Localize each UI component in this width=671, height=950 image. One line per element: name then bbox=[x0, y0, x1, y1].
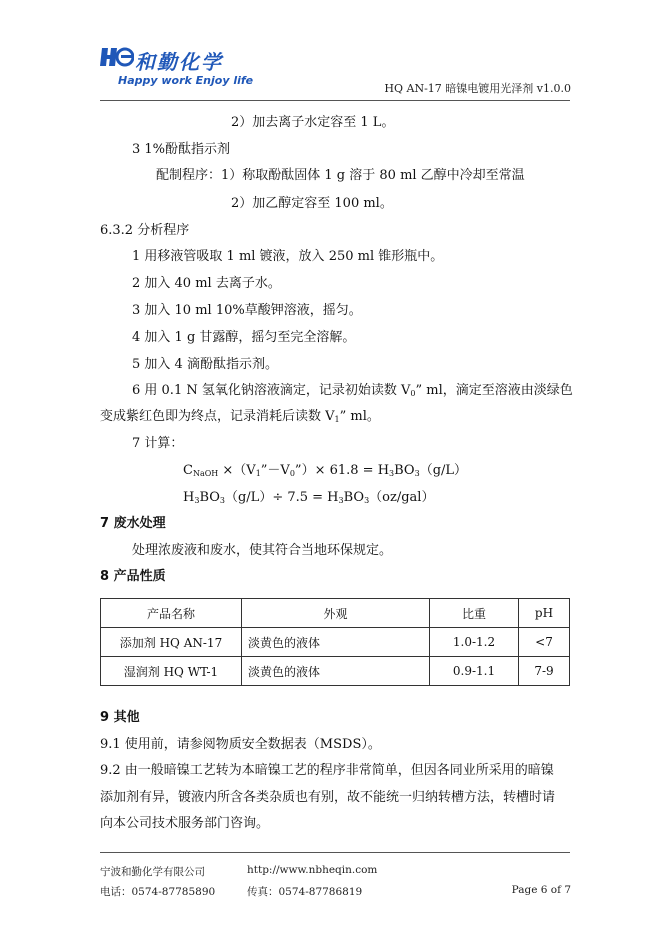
table-header-cell: 比重 bbox=[430, 599, 519, 628]
table-header-cell: 产品名称 bbox=[101, 599, 242, 628]
table-header-row bbox=[101, 599, 570, 628]
step-item: 2 加入 40 ml 去离子水。 bbox=[132, 276, 281, 291]
table-row bbox=[101, 657, 570, 686]
footer-divider bbox=[100, 852, 570, 853]
footer-phone: 电话：0574-87785890 bbox=[100, 886, 216, 898]
footer-company: 宁波和勤化学有限公司 bbox=[100, 866, 205, 878]
body-line: 2）加乙醇定容至 100 ml。 bbox=[231, 196, 393, 211]
body-line: 配制程序：1）称取酚酞固体 1 g 溶于 80 ml 乙醇中冷却至常温 bbox=[156, 168, 525, 183]
table-cell: 1.0-1.2 bbox=[430, 628, 519, 657]
table-cell: <7 bbox=[519, 628, 570, 657]
table-cell: 7-9 bbox=[519, 657, 570, 686]
table-cell: 淡黄色的液体 bbox=[242, 657, 430, 686]
body-line: 9.1 使用前，请参阅物质安全数据表（MSDS）。 bbox=[100, 737, 381, 752]
section-heading: 8 产品性质 bbox=[100, 569, 166, 584]
body-line: 添加剂有异，镀液内所含各类杂质也有别，故不能统一归纳转槽方法，转槽时请 bbox=[100, 790, 556, 805]
header-divider bbox=[100, 100, 570, 101]
step-item: 1 用移液管吸取 1 ml 镀液，放入 250 ml 锥形瓶中。 bbox=[132, 249, 444, 264]
step-item: 4 加入 1 g 甘露醇，摇匀至完全溶解。 bbox=[132, 330, 356, 345]
formula-line: $H_3BO_3(g/L)\div 7.5 = H_3BO_3(oz/gal)$ bbox=[183, 490, 435, 505]
body-line: 向本公司技术服务部门咨询。 bbox=[100, 816, 270, 831]
table-header-cell: pH bbox=[519, 599, 570, 628]
body-line: 处理浓废液和废水，使其符合当地环保规定。 bbox=[132, 543, 393, 558]
section-heading: 9 其他 bbox=[100, 710, 140, 725]
formula-line: $C_{NaOH}$ $\times(V_1”-V_0”)\times 61.8 = H_3BO_3(g/L)$ bbox=[183, 463, 468, 478]
brand-name: 和勤化学 bbox=[135, 50, 223, 74]
hqe-logo-icon bbox=[100, 46, 134, 68]
footer-fax: 传真：0574-87786819 bbox=[247, 886, 363, 898]
product-properties-table bbox=[100, 598, 570, 686]
table-cell: 添加剂 HQ AN-17 bbox=[101, 628, 242, 657]
body-line: 3 1%酚酞指示剂 bbox=[132, 142, 231, 157]
step-item: 7 计算： bbox=[132, 436, 184, 451]
body-line: 9.2 由一般暗镍工艺转为本暗镍工艺的程序非常简单，但因各同业所采用的暗镍 bbox=[100, 763, 554, 778]
table-cell: 0.9-1.1 bbox=[430, 657, 519, 686]
brand-slogan: Happy work Enjoy life bbox=[118, 74, 254, 87]
body-line: 2）加去离子水定容至 1 L。 bbox=[231, 115, 395, 130]
section-heading: 7 废水处理 bbox=[100, 516, 166, 531]
table-cell: 湿润剂 HQ WT-1 bbox=[101, 657, 242, 686]
page-number: Page 6 of 7 bbox=[511, 884, 571, 896]
step-item: 3 加入 10 ml 10%草酸钾溶液，摇匀。 bbox=[132, 303, 362, 318]
step-item: 5 加入 4 滴酚酞指示剂。 bbox=[132, 357, 278, 372]
table-row bbox=[101, 628, 570, 657]
document-id: HQ AN-17 暗镍电镀用光泽剂 v1.0.0 bbox=[384, 82, 571, 95]
section-heading: 6.3.2 分析程序 bbox=[100, 223, 190, 238]
step-item: 变成紫红色即为终点，记录消耗后读数 $V_1$” ml。 bbox=[100, 409, 380, 424]
table-cell: 淡黄色的液体 bbox=[242, 628, 430, 657]
footer-url: http://www.nbheqin.com bbox=[247, 864, 378, 876]
step-item: 6 用 0.1 N 氢氧化钠溶液滴定，记录初始读数 $V_0$” ml，滴定至溶液由淡绿色 bbox=[132, 383, 573, 398]
table-header-cell: 外观 bbox=[242, 599, 430, 628]
